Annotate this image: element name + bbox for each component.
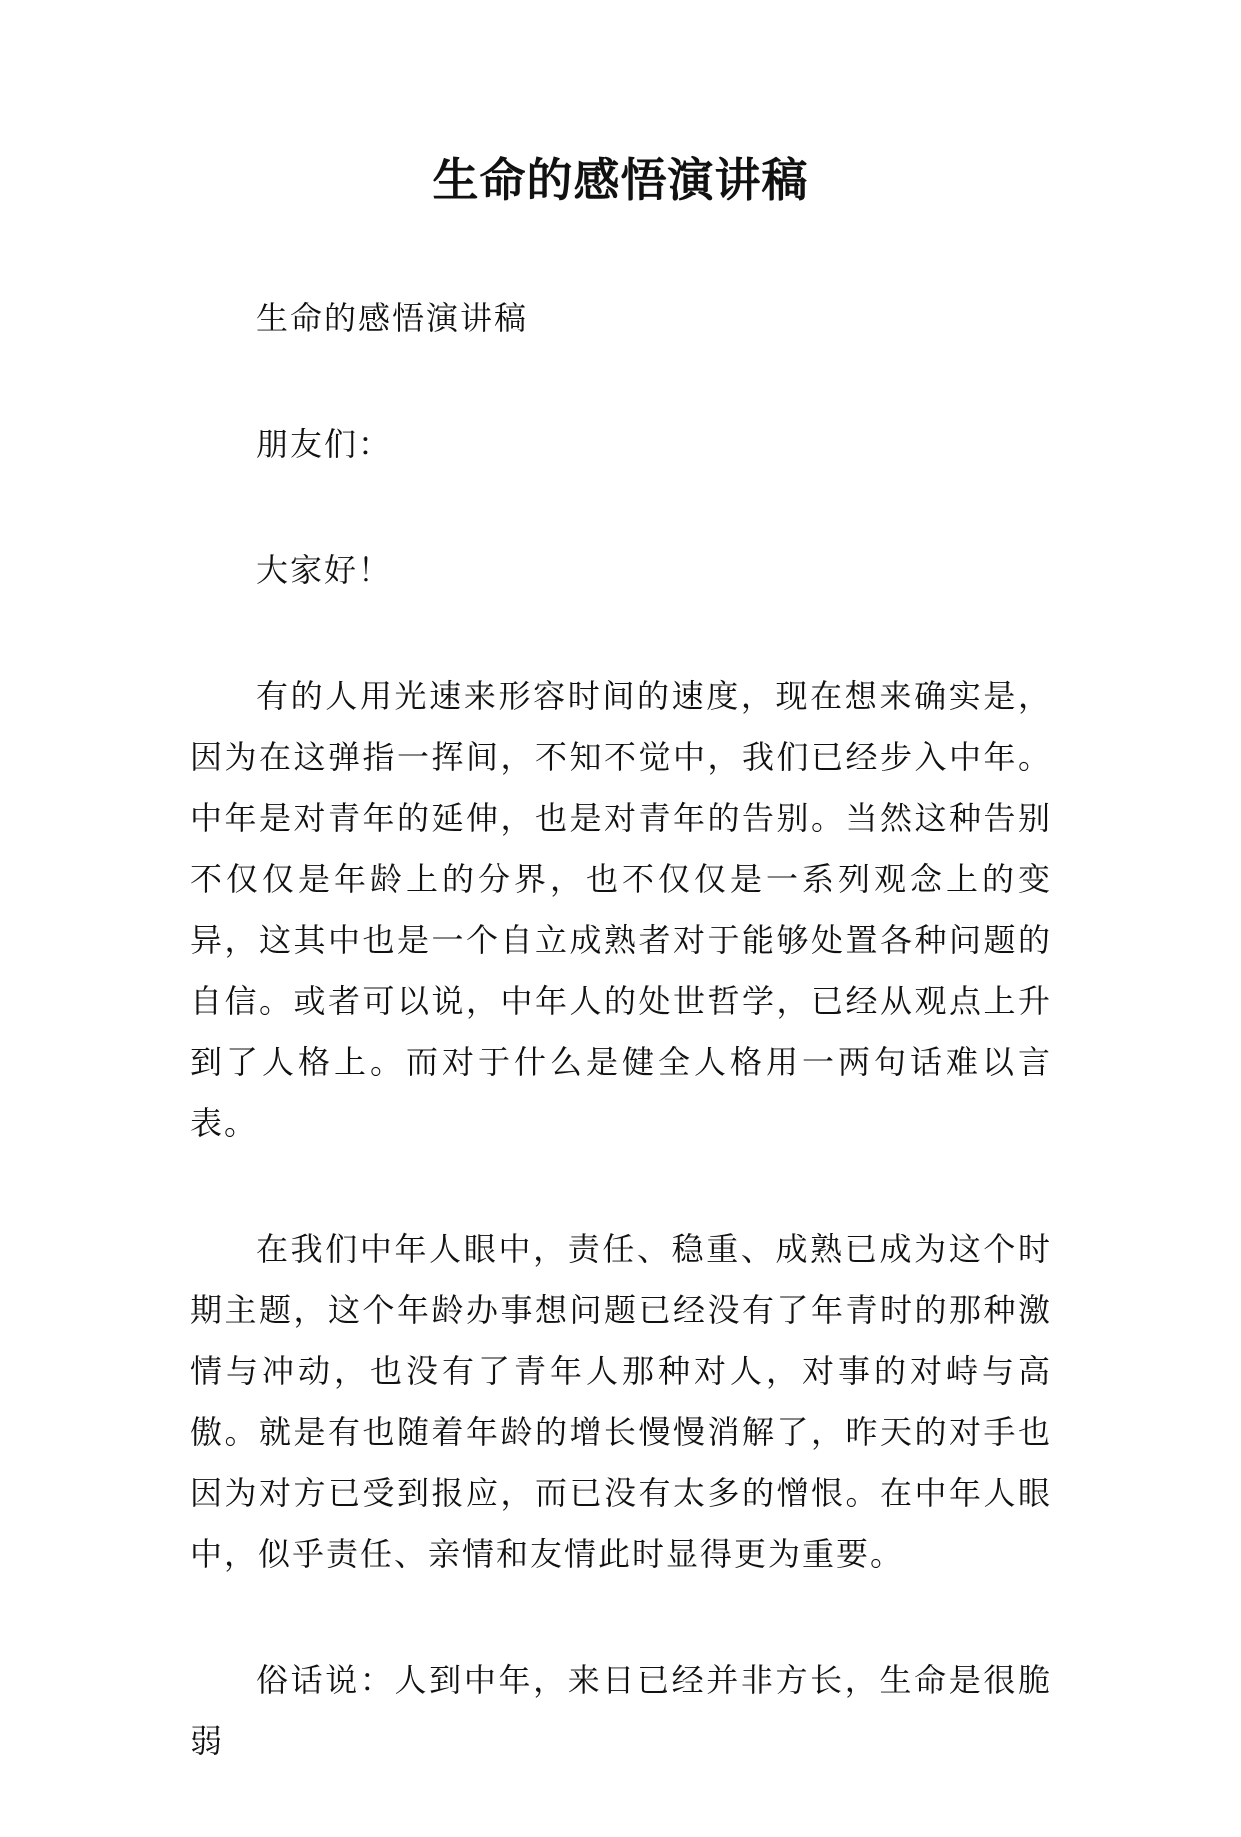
paragraph-body-2: 在我们中年人眼中，责任、稳重、成熟已成为这个时期主题，这个年龄办事想问题已经没有了年青时的那种激情与冲动，也没有了青年人那种对人，对事的对峙与高傲。就是有也随着年龄的增长慢慢消解了，昨天的对手也因为对方已受到报应，而已没有太多的憎恨。在中年人眼中，似乎责任、亲情和友情此时显得更为重要。 [190, 1230, 1052, 1573]
paragraph-subtitle: 生命的感悟演讲稿 [256, 299, 529, 337]
paragraph-body-3: 俗话说：人到中年，来日已经并非方长，生命是很脆弱 [190, 1661, 1052, 1760]
paragraph-salutation: 朋友们： [256, 425, 393, 463]
paragraph-greeting: 大家好！ [256, 551, 393, 589]
document-body [190, 288, 1052, 1837]
paragraph-body-1: 有的人用光速来形容时间的速度，现在想来确实是，因为在这弹指一挥间，不知不觉中，我们已经步入中年。中年是对青年的延伸，也是对青年的告别。当然这种告别不仅仅是年龄上的分界，也不仅仅是一系列观念上的变异，这其中也是一个自立成熟者对于能够处置各种问题的自信。或者可以说，中年人的处世哲学，已经从观点上升到了人格上。而对于什么是健全人格用一两句话难以言表。 [190, 677, 1052, 1142]
document-title: 生命的感悟演讲稿 [432, 153, 809, 207]
